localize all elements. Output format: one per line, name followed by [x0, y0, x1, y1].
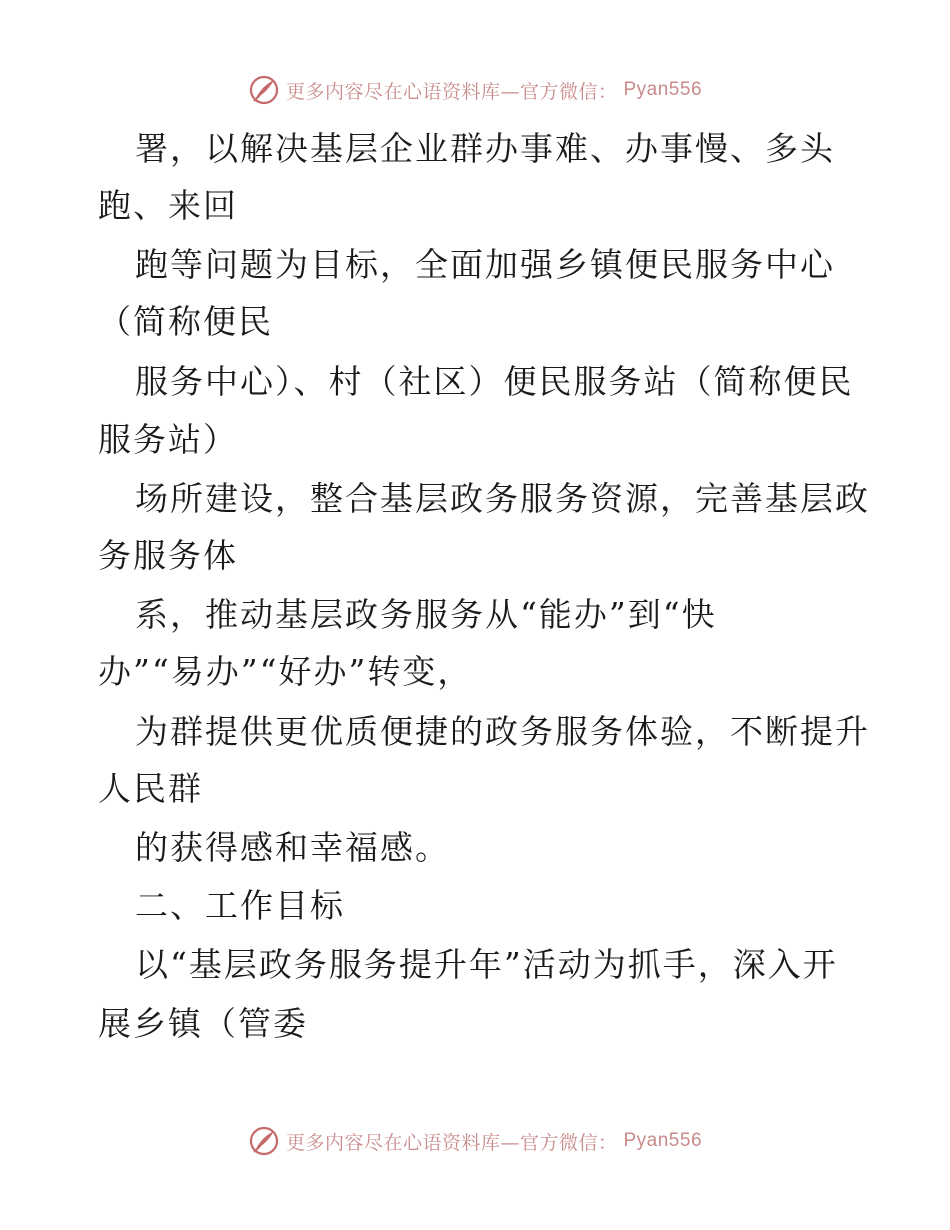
watermark-wechat-id: Pyan556	[623, 1130, 703, 1151]
text-line-3: 跑等问题为目标，全面加强乡镇便民服务中心	[135, 245, 835, 284]
text-line-11: 为群提供更优质便捷的政务服务体验，不断提升	[135, 712, 870, 751]
text-line-8: 务服务体	[98, 536, 238, 575]
text-line-2: 跑、来回	[98, 186, 238, 225]
text-line-5: 服务中心）、村（社区）便民服务站（简称便民	[135, 362, 854, 401]
feather-pen-icon	[248, 74, 280, 106]
text-line-15: 以“基层政务服务提升年”活动为抓手，深入开	[135, 945, 838, 984]
text-line-16: 展乡镇（管委	[98, 1004, 308, 1043]
text-line-9: 系，推动基层政务服务从“能办”到“快	[135, 595, 717, 634]
header-watermark	[0, 70, 950, 110]
text-line-13: 的获得感和幸福感。	[135, 828, 450, 867]
text-line-12: 人民群	[98, 769, 203, 808]
feather-pen-icon	[248, 1125, 280, 1157]
text-line-1: 署，以解决基层企业群办事难、办事慢、多头	[135, 129, 835, 168]
text-line-7: 场所建设，整合基层政务服务资源，完善基层政	[135, 479, 870, 518]
footer-watermark	[0, 1121, 950, 1161]
watermark-text: 更多内容尽在心语资料库—官方微信：	[285, 80, 618, 103]
text-line-4: （简称便民	[98, 302, 273, 341]
text-line-10: 办”“易办”“好办”转变，	[98, 652, 473, 691]
watermark-wechat-id: Pyan556	[623, 79, 703, 100]
text-line-6: 服务站）	[98, 420, 238, 459]
section-heading-work-goals: 二、工作目标	[135, 886, 345, 925]
watermark-text: 更多内容尽在心语资料库—官方微信：	[285, 1131, 618, 1154]
